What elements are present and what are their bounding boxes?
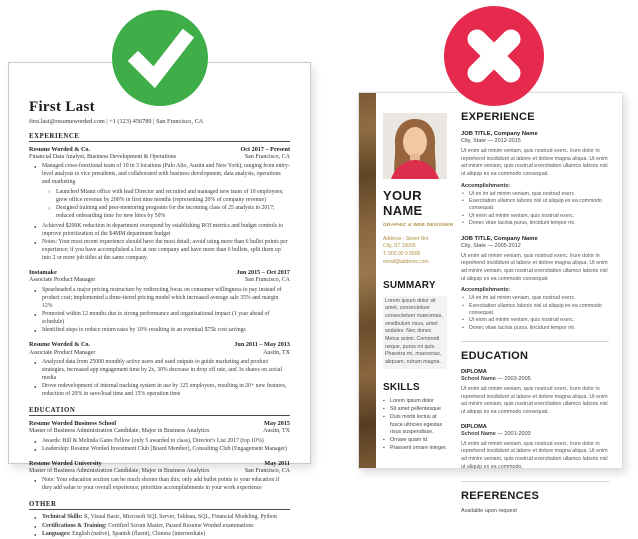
accomplishment-bullet: • Ut enim ad minim veniam, quis nostrud exerc. [461,317,609,324]
profile-photo [383,113,447,179]
school-dates: — 2003-2005 [495,376,531,383]
resume-name: YOUR NAME [383,188,423,219]
job-bullet: ● Identified steps to reduce return rates by 10% resulting in an eventual $75k cost savings [34,327,290,335]
education-entry [461,424,609,472]
diploma-label: DIPLOMA [461,423,487,430]
job-entry [29,341,290,399]
contact-email: email@address.com [383,258,429,265]
other-label: Languages: [42,531,71,538]
wood-desk-strip [359,93,376,468]
job-meta: City, State — 2005-2012 [461,242,521,249]
job-company: Resume Worded & Co. [29,341,91,349]
section-heading-education: EDUCATION [29,407,290,416]
job-entry [29,146,290,263]
job-title: JOB TITLE, Company Name [461,131,538,137]
school-dates: — 2001-2003 [495,430,531,437]
job-title: Associate Product Manager [29,277,96,284]
education-entry [461,369,609,417]
job-company: Instamake [29,269,57,277]
job-bullet: ● Notes: Your most recent experience should have the most detail; avoid using more than 6 bullet points per experience; if you have accomplished a lot at one company and have more than 6 bullets, split them up into 2 or more job titles at the same company. [34,239,290,263]
education-bullet: ● Awards: Bill & Melinda Gates Fellow (only 5 awarded to class), Director's List 2017 (top 10%) [34,438,290,446]
degree: Master of Business Administration Candidate; Major in Business Analytics [29,428,210,435]
accomplishment-bullet: • Donec vitae lacinia purus, tincidunt tempor mi. [461,220,609,227]
degree: Master of Business Administration Candidate; Major in Business Analytics [29,468,210,475]
job-location: San Francisco, CA [244,277,290,284]
cross-badge [444,6,544,106]
job-sub-bullet: ○ Launched Miami office with lead Director and recruited and managed new team of 10 employees; grew office revenue by 200% in first nine months (representing 20% of company revenue) [48,189,290,205]
job-sub-bullet: ○ Designed training and peer-mentoring programs for the incoming class of 25 analysts in 2017; reduced onboarding time for new hires by 50% [48,205,290,221]
job-meta: City, State — 2012-2015 [461,138,521,144]
other-label: Certifications & Training: [42,522,107,529]
job-dates: Jun 2015 – Oct 2017 [236,269,290,277]
contact-address-line2: City, ST 10005 [383,243,416,250]
accomplishments-label: Accomplishments: [461,182,511,189]
school-dates: May 2015 [264,420,290,428]
other-label: Technical Skills: [42,514,83,521]
resume-contact-line: first.last@resumeworded.com | +1 (123) 456789 | San Francisco, CA [29,118,204,125]
accomplishment-bullet: • Exercitation ullamco laboris nisl ut aliquip ex ea commodo consequat. [461,303,609,318]
good-resume-page [8,62,311,538]
job-title: Financial Data Analyst, Business Development & Operations [29,154,177,161]
section-heading-summary: SUMMARY [383,279,436,291]
job-entry [461,236,609,333]
job-bullet: ● Promoted within 12 months due to strong performance and organizational impact (1 year ahead of schedule) [34,311,290,327]
section-divider [461,481,609,482]
job-dates: Jun 2011 – May 2013 [234,341,290,349]
section-heading-education: EDUCATION [461,350,529,363]
job-bullet: ● Achieved $200K reduction in department overspend by establishing ROI metrics and budget controls to improve prioritization of the $4MM department budget [34,223,290,239]
school-location: San Francisco, CA [244,468,290,475]
skill-item: ▪ Sit amet pellentesque [383,406,447,414]
school-name: School Name [461,376,496,383]
skill-item: ▪ Lorem ipsum dolor [383,398,447,406]
resume-main-column [452,93,622,514]
skill-item: ▪ Ornare quam id. [383,437,447,445]
job-bullet: ● Spearheaded a major pricing restructure by redirecting focus on consumer willingness to pay instead of product cost; implemented a three-tiered pricing model which increased average sale 35% and margin 12% [34,287,290,311]
contact-phone: T. 000 00 0 0000 [383,251,421,258]
section-heading-skills: SKILLS [383,381,420,393]
check-circle [112,10,208,106]
section-heading-experience: EXPERIENCE [29,133,290,142]
school-name: Resume Worded Business School [29,420,117,428]
school-name: School Name [461,430,496,437]
skill-item: ▪ Praesent ornare integer. [383,445,447,453]
resume-contact [383,236,447,267]
accomplishment-bullet: • Exercitation ullamco laboris nisl ut aliquip ex ea commodo consequat. [461,198,609,213]
resume-sidebar [376,93,452,468]
references-text: Available upon request [461,507,517,514]
education-entry [29,420,290,454]
cross-icon [477,39,511,73]
accomplishment-bullet: • Ut en im ad minim veniam, quis nostrud exerc. [461,295,609,302]
job-bullet: ● Analyzed data from 25000 monthly active users and used outputs to guide marketing and product strategies, increased app engagement time by 2x, 30% decrease in drop off rate, and 3x shares on social media [34,359,290,383]
job-dates: Oct 2017 – Present [240,146,290,153]
job-description: Ut enim ad minim veniam, quis nostrud exerc. Irure dolor in reprehend incididunt ut labore et dolore magna aliqua. Ut enim ad minim veniam, quis nostrud exercitation ullamco laboris nisl ut aliquip ex ea commodo consequat. [461,252,608,282]
contact-address-line1: Address - Street Nro [383,235,429,242]
diploma-label: DIPLOMA [461,369,487,376]
job-entry [29,269,290,335]
job-company: Resume Worded & Co. [29,146,91,153]
job-location: Austin, TX [263,349,290,356]
job-title: JOB TITLE, Company Name [461,235,538,242]
education-description: Ut enim ad minim veniam, quis nostrud exerc. Irure dolor in reprehend incididunt ut labore et dolore magna aliqua. Ut enim ad minim veniam, quis nostrud exercitation ullamco laboris nisl ut aliquip ex ea commodo consequat. [461,386,608,416]
section-heading-other: OTHER [29,501,290,510]
accomplishment-bullet: • Ut enim ad minim veniam, quis nostrud exerc. [461,213,609,220]
education-description: Ut enim ad minim veniam, quis nostrud exerc. Irure dolor in reprehend incididunt ut labore et dolore magna aliqua. Ut enim ad minim veniam, quis nostrud exercitation ullamco laboris nisl ut aliquip ex ea commodo. [461,440,608,470]
resume-name: First Last [29,99,95,115]
section-divider [461,341,609,342]
other-bullet: ● Certifications & Training: Certified Scrum Master, Passed Resume Worded examinations [34,523,290,531]
education-entry [29,460,290,493]
section-heading-experience: EXPERIENCE [461,111,535,123]
summary-text: Lorem ipsum dolor sit amet, consectetuer consectetuer maecenas, vestibulum risus, amet sodales. Nec donec Metus animi. Commodi neque, purus mi quis. Pharetra mi, maecenas, aliquam, rutrum magna. [383,296,447,369]
job-description: Ut enim ad minim veniam, quis nostrud exerc. Irure dolor in reprehend incididunt ut labore et dolore magna aliqua. Ut enim ad minim veniam, quis nostrud exercitation ullamco laboris nisl ut aliquip ex ea commodo consequat. [461,148,608,178]
accomplishments-label: Accomplishments: [461,287,511,294]
education-bullet: ● Note: Your education section can be much shorter than this; only add bullet points to your education if they add value to your overall experience; prioritize accomplishments in your work experience [34,477,290,493]
accomplishment-bullet: • Ut en im ad minim veniam, quis nostrud exerc. [461,191,609,198]
job-bullet: ● Drove redevelopment of internal tracking system in use by 125 employees, resulting in 20+ new features, reduction of 20% in save/load time and 15% operation time [34,383,290,399]
other-bullet: ● Technical Skills: R, Visual Basic, Microsoft SQL Server, Tableau, SQL, Financial Modeling, Python [34,514,290,522]
bad-resume-page [358,92,623,514]
job-entry [461,131,609,228]
school-dates: May 2011 [264,460,290,468]
job-location: San Francisco, CA [244,154,290,161]
skill-item: ▪ Duis morbi lectus at fusce ultricies egestas risus suspendisse. [383,414,447,438]
resume-role: GRAPHIC & WEB DESIGNER [383,222,454,228]
job-title: Associate Product Manager [29,349,96,356]
other-bullet: ● Languages: English (native), Spanish (fluent), Chinese (intermediate) [34,531,290,539]
school-name: Resume Worded University [29,460,102,468]
check-badge [112,10,208,106]
accomplishment-bullet: • Donec vitae lacinia purus, tincidunt tempor mi. [461,325,609,332]
section-heading-references: REFERENCES [461,489,540,502]
job-bullet: ● Managed cross-functional team of 10 in 3 locations (Palo Alto, Austin and New York), ranging from entry-level analysts to vice presidents, and collaborated with business development, data analysis, operations and marketing [34,163,290,187]
school-location: Austin, TX [263,428,290,435]
education-bullet: ● Leadership: Resume Worded Investment Club [Board Member], Consulting Club (Engagement Manager) [34,446,290,454]
